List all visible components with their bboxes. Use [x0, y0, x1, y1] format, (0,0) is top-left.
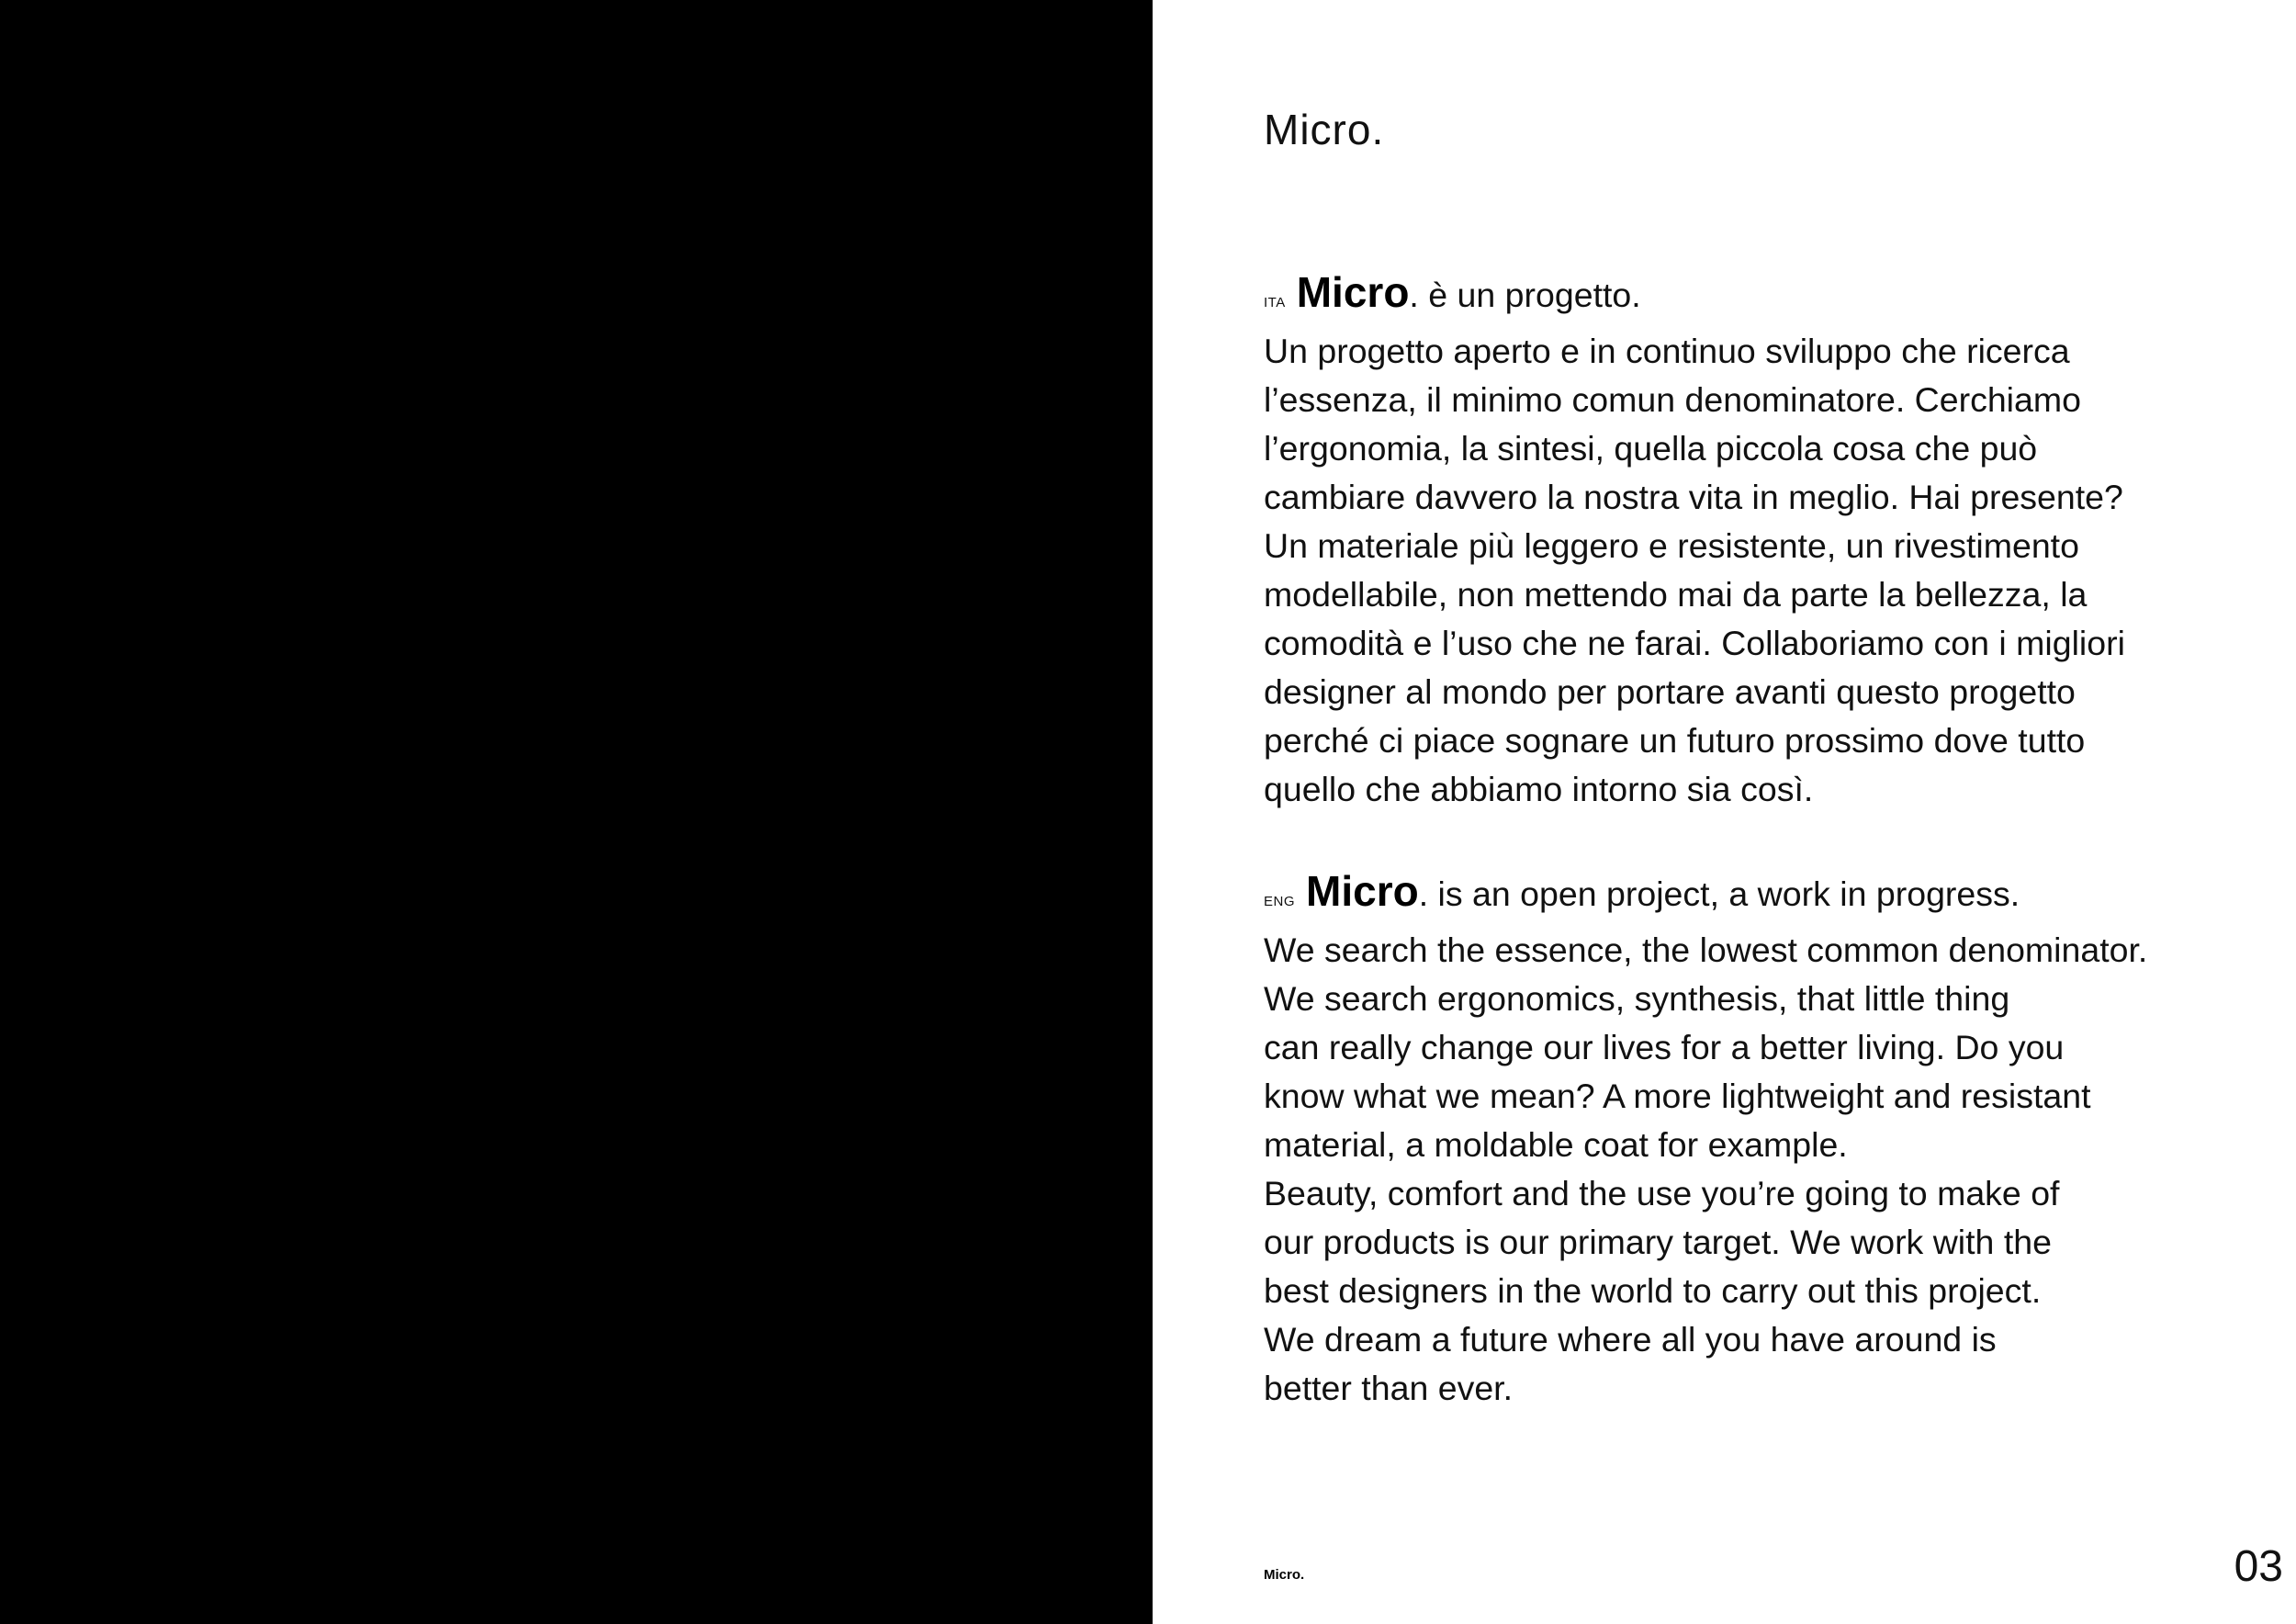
english-line: know what we mean? A more lightweight and resistant [1264, 1077, 2091, 1115]
brand-name-eng: Micro [1306, 867, 1419, 915]
page-title: Micro. [1264, 106, 1385, 153]
italian-line: Un progetto aperto e in continuo sviluppo che ricerca [1264, 332, 2070, 370]
italian-line: Un materiale più leggero e resistente, un rivestimento [1264, 526, 2079, 565]
italian-line: perché ci piace sognare un futuro prossimo dove tutto [1264, 721, 2086, 760]
lang-tag-eng: ENG [1264, 894, 1296, 909]
italian-line: comodità e l’uso che ne farai. Collaboriamo con i migliori [1264, 624, 2125, 662]
english-line: can really change our lives for a better living. Do you [1264, 1028, 2065, 1066]
english-line: better than ever. [1264, 1369, 1514, 1407]
lang-tag-ita: ITA [1264, 295, 1286, 310]
english-line: We search ergonomics, synthesis, that little thing [1264, 979, 2010, 1018]
italian-line: modellabile, non mettendo mai da parte la bellezza, la [1264, 575, 2088, 614]
italian-line: l’essenza, il minimo comun denominatore. Cerchiamo [1264, 380, 2081, 419]
english-line: We search the essence, the lowest common denominator. [1264, 930, 2148, 969]
italian-first-line-text: . è un progetto. [1409, 276, 1641, 314]
english-paragraph [1264, 867, 2283, 1413]
english-first-line-text: . is an open project, a work in progress. [1418, 874, 2020, 913]
english-line: our products is our primary target. We work with the [1264, 1223, 2052, 1261]
italian-line: cambiare davvero la nostra vita in meglio. Hai presente? [1264, 478, 2123, 516]
english-line: best designers in the world to carry out this project. [1264, 1271, 2042, 1310]
italian-line: l’ergonomia, la sintesi, quella piccola cosa che può [1264, 429, 2038, 468]
page-number: 03 [2234, 1542, 2283, 1591]
italian-paragraph [1264, 268, 2283, 814]
english-line: material, a moldable coat for example. [1264, 1125, 1848, 1164]
italian-line: designer al mondo per portare avanti questo progetto [1264, 672, 2076, 711]
english-line: Beauty, comfort and the use you’re going to make of [1264, 1174, 2060, 1212]
text-page [1153, 0, 2296, 1624]
footer-brand: Micro. [1264, 1567, 1305, 1583]
english-first-line [1264, 867, 2283, 926]
italian-first-line [1264, 268, 2283, 327]
brand-name-ita: Micro [1296, 268, 1410, 316]
english-line: We dream a future where all you have around is [1264, 1320, 1997, 1359]
italian-line: quello che abbiamo intorno sia così. [1264, 770, 1814, 808]
